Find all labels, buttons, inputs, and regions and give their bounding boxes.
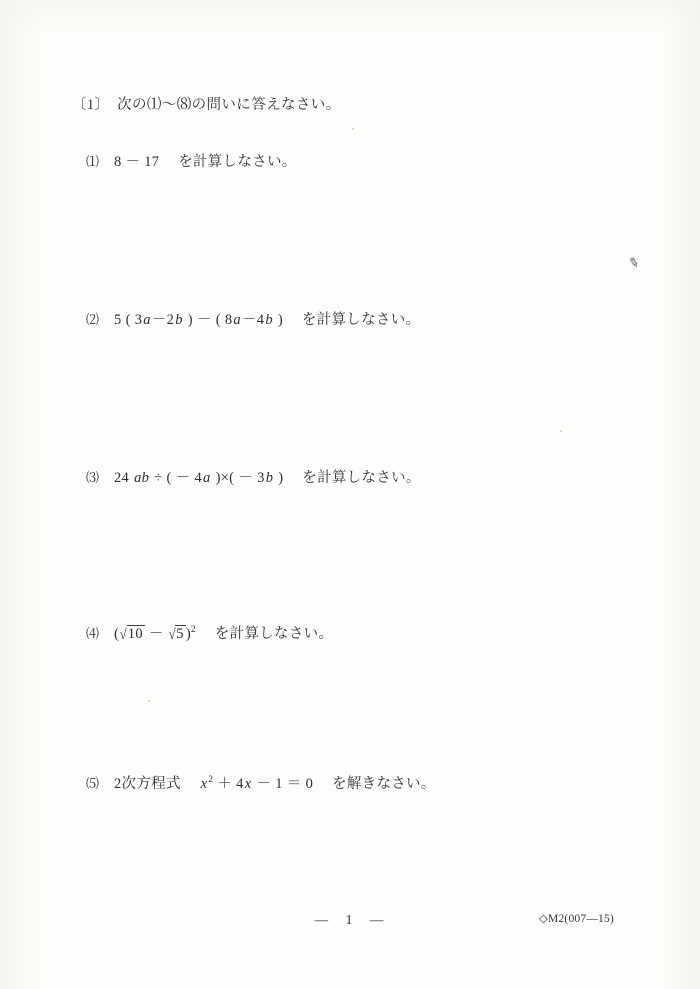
question-number-2: ⑵ <box>86 312 100 327</box>
question-body-1 <box>114 150 297 171</box>
question-number-5: ⑸ <box>86 776 100 791</box>
form-code: ◇M2(007—15) <box>539 913 614 925</box>
question-item-1 <box>86 150 297 171</box>
equation-label-5: 2次方程式 <box>114 776 181 792</box>
expression-5: $x^2 + 4x - 1 = 0$ <box>200 775 314 792</box>
question-body-5 <box>114 772 436 793</box>
question-number-1: ⑴ <box>86 154 100 169</box>
question-body-2 <box>114 308 420 329</box>
pencil-stray-mark-icon: ✎ <box>626 254 642 272</box>
question-item-2 <box>86 308 420 329</box>
sqrt-5: √5 <box>168 626 184 643</box>
question-body-3 <box>114 466 421 487</box>
paper-speck <box>148 700 150 702</box>
question-item-5 <box>86 772 436 793</box>
expression-3: 24 ab ÷ ( － 4a )×( － 3b ) <box>114 470 284 486</box>
question-number-3: ⑶ <box>86 470 100 485</box>
expression-1: 8 － 17 <box>114 154 160 170</box>
instruction-2: を計算しなさい。 <box>301 312 421 328</box>
instruction-5: を解きなさい。 <box>332 776 436 792</box>
page-number: ― 1 ― <box>314 912 386 927</box>
paper-speck <box>352 128 354 130</box>
question-body-4 <box>114 622 333 643</box>
sqrt-10: √10 <box>119 626 143 643</box>
expression-4: (√10 － √5 )$^2$ <box>114 625 196 643</box>
expression-2: 5 ( 3a－2b ) － ( 8a－4b ) <box>114 312 284 328</box>
paper-speck <box>560 430 562 432</box>
question-item-3 <box>86 466 421 487</box>
instruction-3: を計算しなさい。 <box>302 470 421 486</box>
instruction-1: を計算しなさい。 <box>178 154 297 170</box>
question-item-4 <box>86 622 333 643</box>
question-group-header: 〔1〕 次の⑴～⑻の問いに答えなさい。 <box>72 97 341 113</box>
question-number-4: ⑷ <box>86 626 100 641</box>
instruction-4: を計算しなさい。 <box>214 626 334 642</box>
